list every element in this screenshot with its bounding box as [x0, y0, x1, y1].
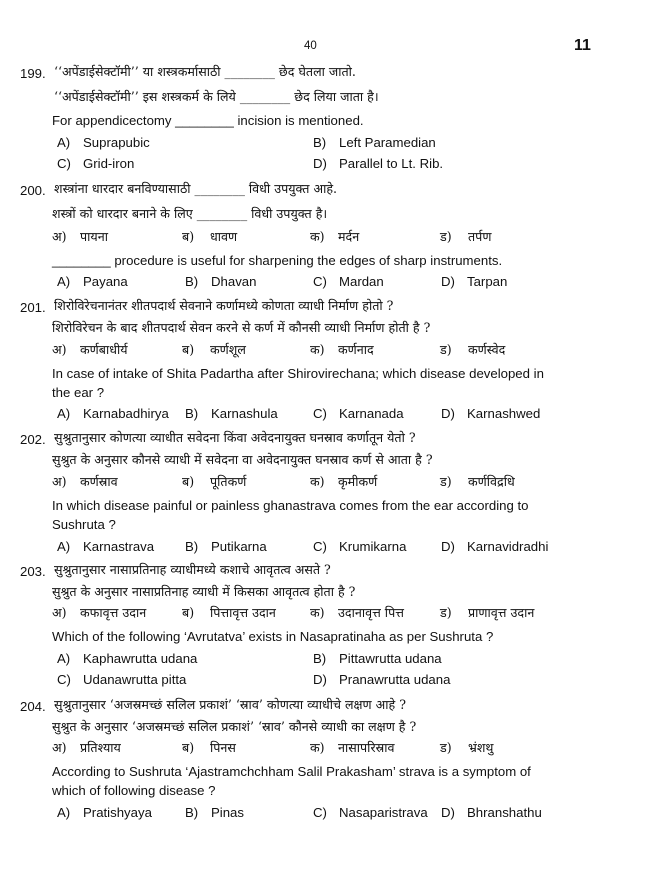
question-text-marathi: शिरोविरेचनानंतर शीतपदार्थ सेवनाने कर्णामध्ये कोणता व्याधी निर्माण होतो ? [54, 298, 394, 313]
option-letter: A) [57, 651, 71, 666]
center-number: 40 [304, 40, 317, 52]
option-letter: D) [313, 672, 327, 687]
option-letter: C) [313, 805, 327, 820]
option-a[interactable] [57, 275, 128, 288]
hi-option-c[interactable] [310, 742, 395, 755]
hi-option-d[interactable] [440, 344, 505, 357]
option-text: Payana [83, 274, 128, 289]
question-text-hindi: सुश्रुत के अनुसार नासाप्रतिनाह व्याधी में किसका आवृतत्व होता है ? [52, 584, 356, 599]
option-text: Parallel to Lt. Rib. [339, 156, 444, 171]
option-letter: अ) [52, 605, 67, 620]
option-letter: क) [310, 342, 325, 357]
option-d[interactable] [313, 157, 443, 170]
option-b[interactable] [313, 652, 442, 665]
option-letter: D) [313, 156, 327, 171]
question-number: 199. [20, 66, 46, 81]
option-a[interactable] [57, 136, 150, 149]
option-letter: C) [57, 672, 71, 687]
option-letter: D) [441, 539, 455, 554]
option-letter: ड) [440, 740, 452, 755]
question-number: 201. [20, 300, 46, 315]
option-letter: D) [441, 406, 455, 421]
option-text: Karnastrava [83, 539, 155, 554]
option-text: प्राणावृत्त उदान [468, 605, 535, 620]
option-d[interactable] [441, 275, 507, 288]
option-text: पिनस [210, 740, 236, 755]
option-text: Karnabadhirya [83, 406, 169, 421]
option-letter: B) [313, 651, 327, 666]
option-d[interactable] [441, 407, 540, 420]
option-text: पूतिकर्ण [210, 474, 247, 489]
option-text: Bhranshathu [467, 805, 542, 820]
option-text: Krumikarna [339, 539, 407, 554]
option-a[interactable] [57, 806, 152, 819]
option-b[interactable] [185, 275, 256, 288]
option-text: Tarpan [467, 274, 508, 289]
question-text-marathi: शस्त्रांना धारदार बनविण्यासाठी ________ विधी उपयुक्त आहे. [54, 181, 338, 196]
question-text-marathi: सुश्रुतानुसार कोणत्या व्याधीत सवेदना किंवा अवेदनायुक्त घनस्राव कर्णातून येतो ? [54, 430, 416, 445]
hi-option-a[interactable] [52, 742, 121, 755]
hi-option-a[interactable] [52, 607, 146, 620]
option-letter: A) [57, 135, 71, 150]
hi-option-c[interactable] [310, 476, 377, 489]
option-letter: अ) [52, 342, 67, 357]
hi-option-c[interactable] [310, 344, 374, 357]
hi-option-b[interactable] [182, 476, 246, 489]
option-a[interactable] [57, 652, 197, 665]
option-text: उदानावृत्त पित्त [338, 605, 404, 620]
option-b[interactable] [185, 806, 244, 819]
question-text-marathi: सुश्रुतानुसार नासाप्रतिनाह व्याधीमध्ये कशाचे आवृतत्व असते ? [54, 562, 331, 577]
hi-option-c[interactable] [310, 607, 404, 620]
question-text-english: For appendicectomy ________ incision is mentioned. [52, 113, 364, 128]
option-text: कर्णनाद [338, 342, 374, 357]
option-letter: अ) [52, 740, 67, 755]
option-letter: C) [313, 539, 327, 554]
option-letter: B) [313, 135, 327, 150]
option-text: Kaphawrutta udana [83, 651, 198, 666]
option-text: Karnavidradhi [467, 539, 549, 554]
option-text: Nasaparistrava [339, 805, 428, 820]
question-text-hindi: शस्त्रों को धारदार बनाने के लिए ________ विधी उपयुक्त है। [52, 206, 328, 221]
option-c[interactable] [57, 673, 186, 686]
option-letter: क) [310, 740, 325, 755]
option-text: कर्णस्वेद [468, 342, 506, 357]
question-text-english-cont: the ear ? [52, 385, 105, 400]
option-text: Pratishyaya [83, 805, 152, 820]
option-letter: अ) [52, 474, 67, 489]
hi-option-b[interactable] [182, 742, 236, 755]
option-letter: C) [313, 406, 327, 421]
option-c[interactable] [313, 275, 384, 288]
option-c[interactable] [313, 806, 428, 819]
option-text: Grid-iron [83, 156, 135, 171]
option-text: Udanawrutta pitta [83, 672, 187, 687]
option-text: Mardan [339, 274, 384, 289]
hi-option-a[interactable] [52, 476, 118, 489]
option-letter: ड) [440, 605, 452, 620]
question-text-english: Which of the following ‘Avrutatva’ exists in Nasapratinaha as per Sushruta ? [52, 629, 494, 644]
option-letter: ड) [440, 229, 452, 244]
option-text: Karnashwed [467, 406, 541, 421]
option-text: Suprapubic [83, 135, 150, 150]
option-d[interactable] [441, 806, 542, 819]
option-letter: B) [185, 274, 199, 289]
option-letter: ड) [440, 474, 452, 489]
option-text: पित्तावृत्त उदान [210, 605, 276, 620]
option-text: कृमीकर्ण [338, 474, 378, 489]
question-number: 203. [20, 564, 46, 579]
question-number: 200. [20, 183, 46, 198]
option-letter: B) [185, 539, 199, 554]
option-letter: A) [57, 539, 71, 554]
hi-option-d[interactable] [440, 231, 491, 244]
option-letter: A) [57, 274, 71, 289]
option-letter: D) [441, 274, 455, 289]
option-b[interactable] [185, 407, 278, 420]
option-c[interactable] [57, 157, 134, 170]
option-text: धावण [210, 229, 238, 244]
option-letter: क) [310, 605, 325, 620]
option-c[interactable] [313, 407, 404, 420]
option-text: Pittawrutta udana [339, 651, 442, 666]
option-letter: ब) [182, 229, 195, 244]
hi-option-c[interactable] [310, 231, 359, 244]
option-text: कर्णबाधीर्य [80, 342, 128, 357]
question-text-english: In case of intake of Shita Padartha after Shirovirechana; which disease developed in [52, 366, 544, 381]
option-text: Dhavan [211, 274, 257, 289]
option-letter: B) [185, 406, 199, 421]
question-text-english: ________ procedure is useful for sharpening the edges of sharp instruments. [52, 253, 503, 268]
option-letter: ब) [182, 740, 195, 755]
option-c[interactable] [313, 540, 406, 553]
option-text: Pinas [211, 805, 244, 820]
question-number: 204. [20, 699, 46, 714]
hi-option-b[interactable] [182, 344, 246, 357]
hi-option-b[interactable] [182, 231, 237, 244]
question-number: 202. [20, 432, 46, 447]
question-text-marathi: ‘‘अपेंडाईसेक्टॉमी’’ या शस्त्रकर्मासाठी ________ छेद घेतला जातो. [54, 64, 356, 79]
option-letter: अ) [52, 229, 67, 244]
question-text-english-cont: which of following disease ? [52, 783, 216, 798]
question-text-english-cont: Sushruta ? [52, 517, 116, 532]
option-letter: D) [441, 805, 455, 820]
option-text: कर्णविद्रधि [468, 474, 515, 489]
option-letter: B) [185, 805, 199, 820]
option-letter: A) [57, 805, 71, 820]
option-letter: ब) [182, 342, 195, 357]
hi-option-a[interactable] [52, 231, 108, 244]
option-text: Left Paramedian [339, 135, 436, 150]
option-text: प्रतिश्याय [80, 740, 121, 755]
question-text-hindi: सुश्रुत के अनुसार कौनसे व्याधी में सवेदना वा अवेदनायुक्त घनस्राव कर्ण से आता है ? [52, 452, 433, 467]
option-text: Putikarna [211, 539, 267, 554]
hi-option-b[interactable] [182, 607, 276, 620]
question-text-hindi: शिरोविरेचन के बाद शीतपदार्थ सेवन करने से कर्ण में कौनसी व्याधी निर्माण होती है ? [52, 320, 431, 335]
option-text: Pranawrutta udana [339, 672, 451, 687]
option-letter: A) [57, 406, 71, 421]
page-number: 11 [574, 37, 591, 54]
option-text: नासापरिस्राव [338, 740, 395, 755]
option-letter: क) [310, 474, 325, 489]
option-text: Karnashula [211, 406, 278, 421]
hi-option-d[interactable] [440, 476, 515, 489]
option-letter: ब) [182, 474, 195, 489]
hi-option-d[interactable] [440, 742, 493, 755]
question-text-hindi: ‘‘अपेंडाईसेक्टॉमी’’ इस शस्त्रकर्म के लिये ________ छेद लिया जाता है। [54, 89, 379, 104]
option-letter: ब) [182, 605, 195, 620]
option-b[interactable] [185, 540, 267, 553]
option-text: पायना [80, 229, 108, 244]
option-a[interactable] [57, 407, 169, 420]
option-text: तर्पण [468, 229, 492, 244]
question-text-marathi: सुश्रुतानुसार ‘अजस्रमच्छं सलिल प्रकाशं’ ‘स्राव’ कोणत्या व्याधीचे लक्षण आहे ? [54, 697, 406, 712]
option-text: भ्रंशथु [468, 740, 494, 755]
hi-option-d[interactable] [440, 607, 534, 620]
option-b[interactable] [313, 136, 436, 149]
option-text: कफावृत्त उदान [80, 605, 147, 620]
option-d[interactable] [313, 673, 450, 686]
option-text: कर्णशूल [210, 342, 246, 357]
option-letter: क) [310, 229, 325, 244]
question-text-hindi: सुश्रुत के अनुसार ‘अजस्रमच्छं सलिल प्रकाशं’ ‘स्राव’ कौनसे व्याधी का लक्षण है ? [52, 719, 417, 734]
question-text-english: According to Sushruta ‘Ajastramchchham Salil Prakasham’ strava is a symptom of [52, 764, 531, 779]
option-letter: C) [57, 156, 71, 171]
option-letter: C) [313, 274, 327, 289]
option-text: Karnanada [339, 406, 404, 421]
option-a[interactable] [57, 540, 154, 553]
hi-option-a[interactable] [52, 344, 128, 357]
option-text: कर्णस्राव [80, 474, 118, 489]
option-d[interactable] [441, 540, 548, 553]
question-text-english: In which disease painful or painless ghanastrava comes from the ear according to [52, 498, 529, 513]
option-letter: ड) [440, 342, 452, 357]
option-text: मर्दन [338, 229, 360, 244]
